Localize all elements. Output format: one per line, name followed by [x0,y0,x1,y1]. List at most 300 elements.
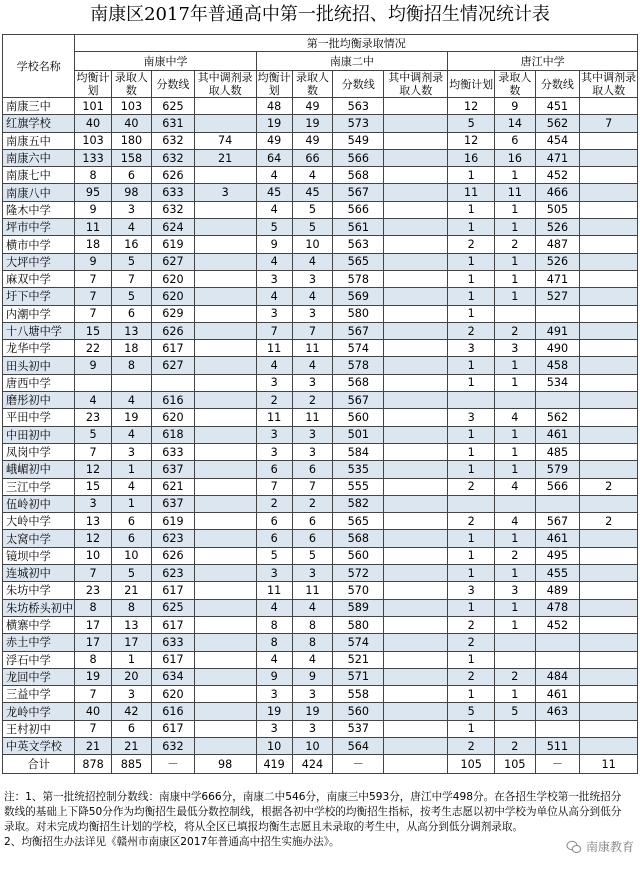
value-cell [580,668,638,685]
value-cell: 3 [256,270,292,287]
value-cell [495,634,535,651]
value-cell: 466 [535,184,580,201]
table-row [3,599,638,616]
value-cell: 637 [152,495,195,512]
value-cell [580,149,638,166]
table-row [3,495,638,512]
school-name-cell: 三江中学 [3,478,75,495]
value-cell [384,461,448,478]
value-cell: 49 [256,132,292,149]
value-cell [495,305,535,322]
table-row [3,149,638,166]
value-cell: 567 [333,392,384,409]
value-cell [580,184,638,201]
value-cell [384,426,448,443]
value-cell: 4 [111,219,151,236]
value-cell: 1 [111,495,151,512]
value-cell [384,392,448,409]
value-cell [580,443,638,460]
value-cell [384,132,448,149]
value-cell: 40 [111,115,151,132]
value-cell: 1 [448,565,495,582]
value-cell [448,392,495,409]
value-cell: 4 [292,288,332,305]
table-row [3,737,638,754]
value-cell [580,565,638,582]
value-cell [580,201,638,218]
value-cell [194,530,256,547]
value-cell: 1 [448,270,495,287]
value-cell: 5 [111,288,151,305]
value-cell: 526 [535,219,580,236]
value-cell [535,651,580,668]
value-cell: 633 [152,443,195,460]
value-cell: 567 [333,322,384,339]
value-cell: 7 [75,720,111,737]
value-cell: 1 [495,565,535,582]
table-row [3,167,638,184]
value-cell: 6 [111,720,151,737]
value-cell: 11 [292,582,332,599]
value-cell: 8 [75,167,111,184]
value-cell: 40 [75,115,111,132]
total-cell: 105 [448,755,495,774]
value-cell: 582 [333,495,384,512]
value-cell: 16 [448,149,495,166]
value-cell [384,201,448,218]
value-cell [194,167,256,184]
total-cell: 11 [580,755,638,774]
value-cell: 180 [111,132,151,149]
school-name-cell: 南康五中 [3,132,75,149]
value-cell: 589 [333,599,384,616]
school-name-cell: 龙回中学 [3,668,75,685]
school-name-cell: 隆木中学 [3,201,75,218]
value-cell: 49 [292,132,332,149]
value-cell: 578 [333,357,384,374]
value-cell: 7 [580,115,638,132]
value-cell [580,236,638,253]
value-cell: 617 [152,340,195,357]
value-cell: 4 [256,253,292,270]
table-row [3,513,638,530]
value-cell: 619 [152,513,195,530]
value-cell: 10 [292,737,332,754]
value-cell: 633 [152,184,195,201]
table-row [3,668,638,685]
value-cell: 1 [495,374,535,391]
value-cell [384,149,448,166]
value-cell: 7 [292,478,332,495]
table-row [3,201,638,218]
value-cell [495,392,535,409]
school-name-cell: 南康六中 [3,149,75,166]
value-cell: 3 [256,686,292,703]
value-cell: 12 [75,530,111,547]
value-cell: 579 [535,461,580,478]
value-cell: 3 [256,720,292,737]
value-cell: 8 [292,616,332,633]
school-header-nankang: 南康中学 [75,52,256,71]
value-cell: 1 [448,219,495,236]
value-cell: 567 [535,513,580,530]
school-name-cell: 南康八中 [3,184,75,201]
value-cell: 471 [535,270,580,287]
value-cell [75,374,111,391]
value-cell [194,495,256,512]
value-cell: 629 [152,305,195,322]
value-cell: 634 [152,668,195,685]
value-cell: 133 [75,149,111,166]
value-cell: 5 [495,703,535,720]
value-cell: 7 [292,322,332,339]
value-cell: 4 [256,357,292,374]
value-cell [580,737,638,754]
value-cell: 625 [152,599,195,616]
value-cell: 1 [448,443,495,460]
value-cell: 568 [333,167,384,184]
value-cell [580,98,638,115]
value-cell: 489 [535,582,580,599]
school-header-tangjiang: 唐江中学 [448,52,638,71]
total-cell [384,755,448,774]
value-cell: 3 [256,374,292,391]
value-cell: 534 [535,374,580,391]
value-cell [580,582,638,599]
value-cell: 566 [535,478,580,495]
value-cell: 458 [535,357,580,374]
value-cell [194,409,256,426]
value-cell: 3 [448,582,495,599]
value-cell: 2 [448,634,495,651]
value-cell: 1 [448,201,495,218]
value-cell [580,495,638,512]
value-cell: 23 [75,409,111,426]
value-cell: 521 [333,651,384,668]
wechat-icon [566,839,582,855]
value-cell: 505 [535,201,580,218]
value-cell: 1 [495,219,535,236]
value-cell: 49 [292,98,332,115]
school-name-cell: 十八塘中学 [3,322,75,339]
value-cell [384,703,448,720]
value-cell: 471 [535,149,580,166]
table-row [3,686,638,703]
value-cell: 3 [256,565,292,582]
table-row [3,547,638,564]
value-cell: 8 [111,599,151,616]
value-cell: 17 [75,616,111,633]
table-row [3,530,638,547]
value-cell [194,582,256,599]
value-cell [384,219,448,236]
notes [4,790,624,850]
value-cell: 617 [152,651,195,668]
note-2: 2、均衡招生办法详见《赣州市南康区2017年普通高中招生实施办法》。 [4,836,340,848]
school-name-cell: 朱坊中学 [3,582,75,599]
value-cell: 5 [111,565,151,582]
value-cell: 3 [111,201,151,218]
value-cell: 570 [333,582,384,599]
value-cell: 461 [535,426,580,443]
table-row [3,219,638,236]
school-name-header: 学校名称 [3,35,75,98]
col-header-tangjiang-plan: 均衡计划 [448,71,495,98]
value-cell: 64 [256,149,292,166]
value-cell: 1 [448,167,495,184]
school-name-cell: 横寨中学 [3,616,75,633]
value-cell: 3 [292,426,332,443]
school-name-cell: 太窝中学 [3,530,75,547]
value-cell: 9 [292,668,332,685]
value-cell: 12 [448,132,495,149]
table-row [3,322,638,339]
value-cell: 565 [333,513,384,530]
table-row [3,409,638,426]
value-cell: 4 [495,409,535,426]
value-cell [384,599,448,616]
value-cell [194,426,256,443]
value-cell: 451 [535,98,580,115]
value-cell: 5 [448,115,495,132]
value-cell: 574 [333,340,384,357]
value-cell [194,322,256,339]
value-cell [384,668,448,685]
value-cell: 3 [256,426,292,443]
school-name-cell: 连城初中 [3,565,75,582]
total-cell: 424 [292,755,332,774]
value-cell [194,737,256,754]
value-cell: 555 [333,478,384,495]
value-cell [384,288,448,305]
value-cell: 620 [152,409,195,426]
value-cell [194,547,256,564]
school-name-cell: 凤岗中学 [3,443,75,460]
value-cell: 6 [495,132,535,149]
value-cell: 574 [333,634,384,651]
value-cell [384,582,448,599]
value-cell: 11 [495,184,535,201]
enrollment-table [2,34,638,774]
table-row [3,115,638,132]
value-cell [194,565,256,582]
value-cell [580,132,638,149]
value-cell [580,530,638,547]
school-name-cell: 朱坊桥头初中 [3,599,75,616]
value-cell [194,270,256,287]
value-cell: 461 [535,686,580,703]
value-cell: 4 [292,651,332,668]
school-name-cell: 田头初中 [3,357,75,374]
table-row [3,132,638,149]
value-cell: 40 [75,703,111,720]
value-cell [194,668,256,685]
value-cell: 620 [152,270,195,287]
value-cell: 21 [75,737,111,754]
value-cell: 19 [256,703,292,720]
value-cell: 5 [111,253,151,270]
value-cell: 1 [448,599,495,616]
value-cell: 549 [333,132,384,149]
value-cell: 14 [495,115,535,132]
value-cell: 616 [152,703,195,720]
value-cell: 22 [75,340,111,357]
value-cell: 1 [495,270,535,287]
value-cell: 452 [535,167,580,184]
value-cell: 621 [152,478,195,495]
value-cell: 2 [495,668,535,685]
table-row [3,443,638,460]
value-cell: 3 [111,686,151,703]
value-cell [384,686,448,703]
value-cell: 627 [152,357,195,374]
value-cell [194,392,256,409]
value-cell: 563 [333,236,384,253]
value-cell [384,443,448,460]
value-cell: 1 [495,530,535,547]
value-cell: 4 [256,167,292,184]
value-cell: 5 [448,703,495,720]
value-cell: 11 [256,582,292,599]
value-cell: 487 [535,236,580,253]
value-cell: 580 [333,305,384,322]
school-name-cell: 麻双中学 [3,270,75,287]
value-cell [384,547,448,564]
value-cell: 5 [75,426,111,443]
value-cell [580,288,638,305]
value-cell: 3 [448,409,495,426]
value-cell: 11 [292,409,332,426]
value-cell: 13 [111,616,151,633]
watermark [566,838,634,855]
value-cell: 1 [448,253,495,270]
value-cell: 7 [111,270,151,287]
value-cell [194,340,256,357]
value-cell [580,219,638,236]
value-cell: 1 [495,599,535,616]
value-cell: 4 [292,599,332,616]
value-cell [580,703,638,720]
value-cell: 21 [111,737,151,754]
table-row [3,357,638,374]
value-cell [580,340,638,357]
total-cell: 878 [75,755,111,774]
value-cell: 484 [535,668,580,685]
value-cell: 74 [194,132,256,149]
value-cell: 2 [448,236,495,253]
school-name-cell: 南康七中 [3,167,75,184]
value-cell [384,357,448,374]
col-header-nankang-2-adjusted: 其中调剂录取人数 [384,71,448,98]
table-row [3,478,638,495]
value-cell: 537 [333,720,384,737]
table-row [3,270,638,287]
value-cell: 3 [495,340,535,357]
value-cell: 2 [495,322,535,339]
value-cell [194,651,256,668]
value-cell [580,409,638,426]
value-cell: 560 [333,547,384,564]
value-cell: 11 [256,409,292,426]
value-cell: 616 [152,392,195,409]
table-row [3,720,638,737]
value-cell: 463 [535,703,580,720]
value-cell: 1 [448,547,495,564]
value-cell [580,374,638,391]
value-cell: 6 [256,513,292,530]
value-cell: 3 [75,495,111,512]
value-cell: 10 [75,547,111,564]
value-cell: 3 [111,443,151,460]
value-cell: 627 [152,253,195,270]
value-cell [495,651,535,668]
value-cell [384,720,448,737]
value-cell [194,288,256,305]
value-cell: 1 [495,461,535,478]
value-cell: 19 [75,668,111,685]
value-cell: 624 [152,219,195,236]
value-cell: 3 [292,270,332,287]
value-cell [194,374,256,391]
value-cell: 9 [75,357,111,374]
value-cell: 617 [152,720,195,737]
value-cell [194,599,256,616]
value-cell: 4 [256,288,292,305]
value-cell: 1 [448,720,495,737]
value-cell: 560 [333,703,384,720]
value-cell: 18 [111,340,151,357]
value-cell: 632 [152,132,195,149]
value-cell: 19 [256,115,292,132]
value-cell: 21 [111,582,151,599]
value-cell [384,98,448,115]
value-cell: 3 [292,305,332,322]
value-cell: 2 [292,495,332,512]
value-cell [194,513,256,530]
value-cell: 1 [448,686,495,703]
table-row [3,616,638,633]
table-row [3,703,638,720]
table-row [3,305,638,322]
value-cell: 1 [448,305,495,322]
value-cell [580,253,638,270]
value-cell [194,253,256,270]
value-cell: 2 [448,616,495,633]
table-row [3,634,638,651]
table-row [3,651,638,668]
value-cell [580,547,638,564]
value-cell: 101 [75,98,111,115]
value-cell: 3 [256,443,292,460]
value-cell [194,616,256,633]
value-cell [194,443,256,460]
value-cell: 623 [152,530,195,547]
value-cell: 2 [580,478,638,495]
value-cell [580,167,638,184]
value-cell: 4 [111,478,151,495]
value-cell: 95 [75,184,111,201]
value-cell [194,98,256,115]
col-header-tangjiang-cutoff: 分数线 [535,71,580,98]
value-cell: 491 [535,322,580,339]
note-1: 注：1、第一批统招控制分数线：南康中学666分，南康二中546分，南康三中593分，唐江中学498分。在各招生学校第一批统招分数线的基础上下降50分作为均衡招生最低分数控制线，根据各初中学校的均衡招生指标，按考生志愿以初中学校为单位从高分到低分录取。对未完成均衡招生计划的学校，将从全区已填报均衡生志愿且未录取的考生中，从高分到低分调剂录取。 [4,791,622,833]
value-cell [384,270,448,287]
value-cell [580,426,638,443]
value-cell [580,461,638,478]
total-cell: 105 [495,755,535,774]
value-cell: 20 [111,668,151,685]
value-cell: 578 [333,270,384,287]
